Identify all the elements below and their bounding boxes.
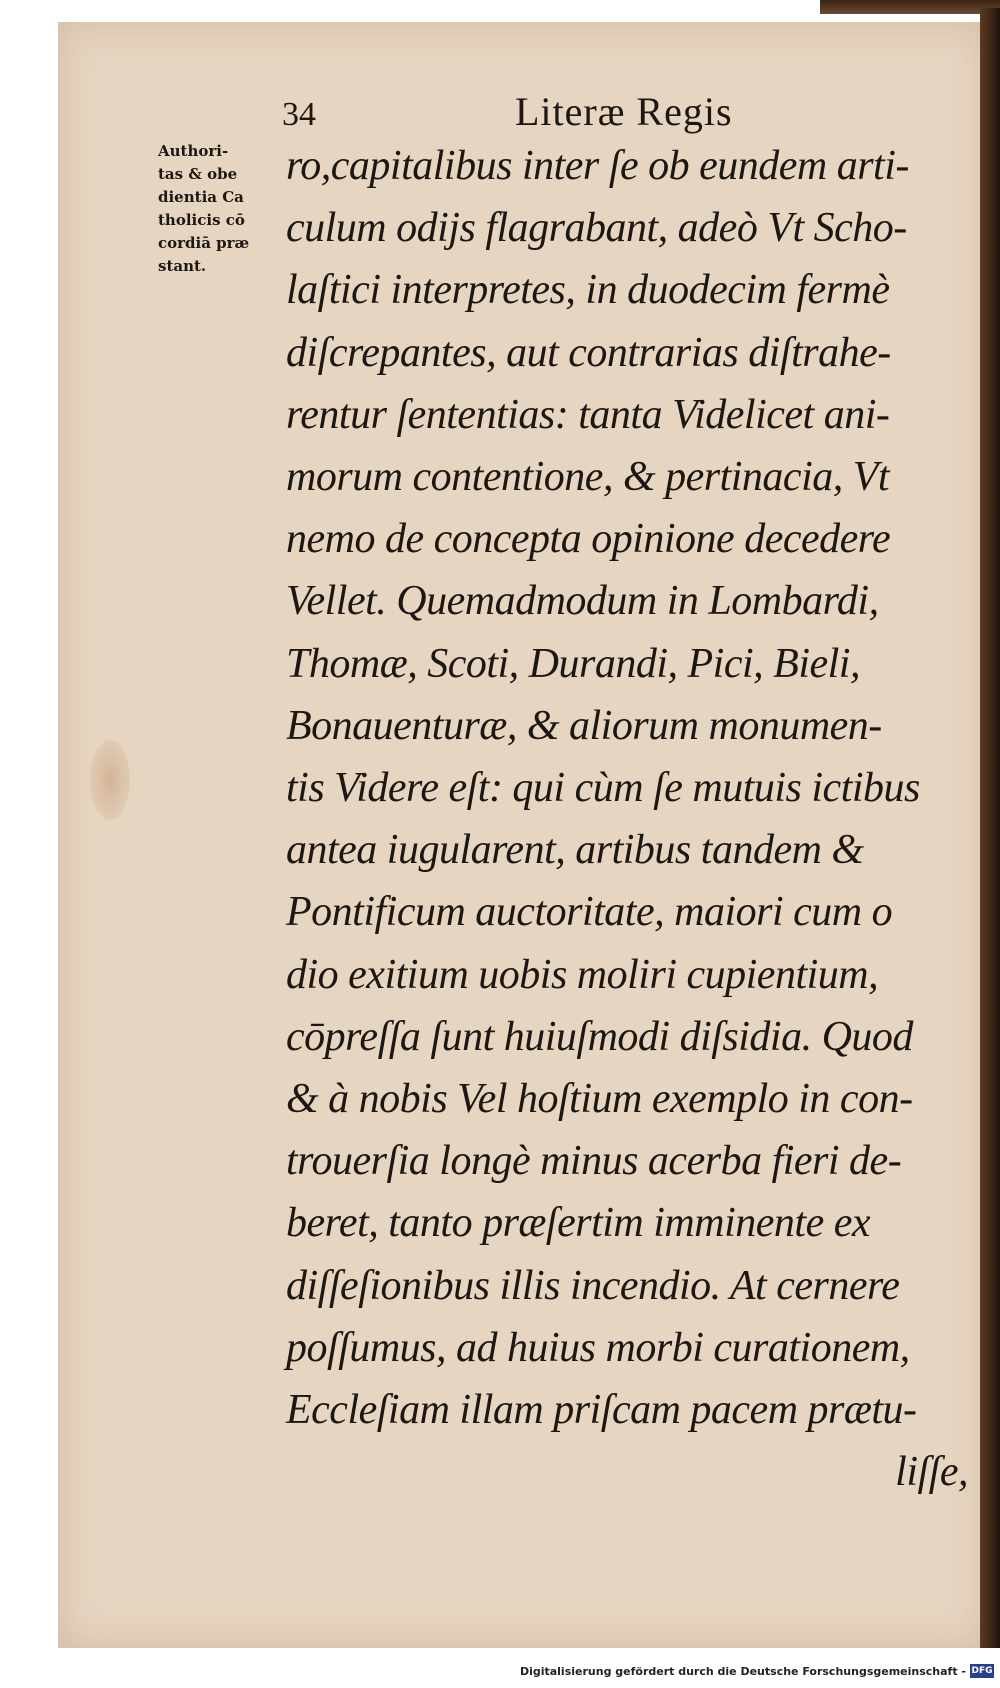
text-line: trouerſia longè minus acerba fieri de- (286, 1138, 902, 1185)
margin-note-line: tas & obe (158, 165, 238, 183)
funding-credit: Digitalisierung gefördert durch die Deutsche Forschungsgemeinschaft - (519, 1665, 966, 1678)
text-line: Pontificum auctoritate, maiori cum o (286, 889, 893, 936)
text-line: laſtici interpretes, in duodecim fermè (286, 267, 890, 314)
margin-note (158, 140, 288, 278)
book-spine-edge (980, 8, 1000, 1648)
body-text (286, 135, 976, 1503)
text-line: diſcrepantes, aut contrarias diſtrahe- (286, 329, 891, 376)
margin-note-line: dientia Ca (158, 188, 244, 206)
paper-stain (90, 740, 130, 820)
text-line: nemo de concepta opinione decedere (286, 516, 891, 563)
catchword: liſſe, (895, 1449, 968, 1496)
text-line: diſſeſionibus illis incendio. At cernere (286, 1262, 900, 1309)
margin-note-line: cordiā præ (158, 234, 250, 252)
text-line: rentur ſententias: tanta Videlicet ani- (286, 391, 890, 438)
book-top-edge (820, 0, 1000, 14)
text-line: cōpreſſa ſunt huiuſmodi diſsidia. Quod (286, 1013, 913, 1060)
text-line: poſſumus, ad huius morbi curationem, (286, 1324, 910, 1371)
margin-note-line: stant. (158, 257, 207, 275)
running-title: Literæ Regis (515, 89, 733, 134)
text-line: antea iugularent, artibus tandem & (286, 827, 864, 874)
text-line: dio exitium uobis moliri cupientium, (286, 951, 879, 998)
text-line: ro,capitalibus inter ſe ob eundem arti- (286, 143, 909, 189)
text-line: Bonauenturæ, & aliorum monumen- (286, 702, 882, 749)
text-line: & à nobis Vel hoſtium exemplo in con- (286, 1076, 913, 1123)
text-line: Thomæ, Scoti, Durandi, Pici, Bieli, (286, 640, 860, 687)
text-line: Vellet. Quemadmodum in Lombardi, (286, 578, 879, 625)
page-header (0, 88, 1000, 138)
margin-note-line: tholicis cō (158, 211, 245, 229)
text-line: beret, tanto præſertim imminente ex (286, 1200, 870, 1247)
text-line: culum odijs flagrabant, adeò Vt Scho- (286, 205, 907, 252)
page-number: 34 (282, 96, 316, 133)
text-line: tis Videre eſt: qui cùm ſe mutuis ictibus (286, 765, 920, 812)
text-line: morum contentione, & pertinacia, Vt (286, 454, 890, 501)
dfg-logo-icon: DFG (971, 1666, 993, 1676)
footer-bar (0, 1658, 1000, 1688)
margin-note-line: Authori- (158, 142, 229, 160)
text-line: Eccleſiam illam priſcam pacem prætu- (286, 1387, 917, 1434)
